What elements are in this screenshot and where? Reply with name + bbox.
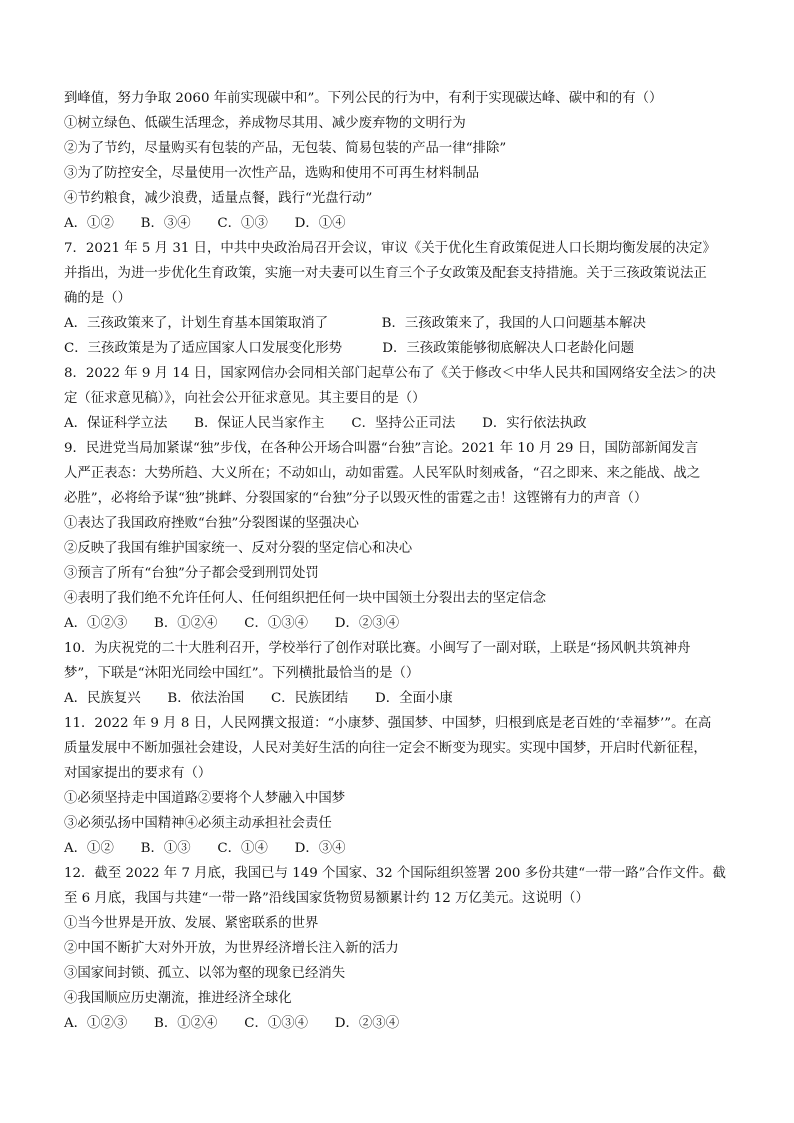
question-7-text: 确的是（） — [64, 291, 131, 306]
question-9-text: 必胜”，必将给予谋“独”挑衅、分裂国家的“台独”分子以毁灭性的雷霆之击！这铿锵有力的声音（） — [64, 491, 648, 506]
question-8-text: 定（征求意见稿）》，向社会公开征求意见。其主要目的是（） — [64, 391, 426, 406]
text-line: 到峰值，努力争取 2060 年前实现碳中和”。下列公民的行为中，有利于实现碳达峰、碳中和的有（） — [64, 91, 663, 106]
question-11-text: 质量发展中不断加强社会建设，人民对美好生活的向往一定会不断变为现实。实现中国梦，开启时代新征程， — [64, 741, 707, 756]
option-line: ④表明了我们绝不允许任何人、任何组织把任何一块中国领土分裂出去的坚定信念 — [64, 591, 547, 606]
option-line: ③必须弘扬中国精神④必须主动承担社会责任 — [64, 816, 332, 831]
answer-choices: A．①②③ B．①②④ C．①③④ D．②③④ — [64, 616, 400, 631]
option-line: ③为了防控安全，尽量使用一次性产品，选购和使用不可再生材料制品 — [64, 166, 480, 181]
option-line: ④节约粮食，减少浪费，适量点餐，践行“光盘行动” — [64, 191, 373, 206]
question-9-text: 9．民进党当局加紧谋“独”步伐，在各种公开场合叫嚣“台独”言论。2021 年 10 月 29 日，国防部新闻发言 — [64, 441, 699, 456]
question-7-text: 并指出，为进一步优化生育政策，实施一对夫妻可以生育三个子女政策及配套支持措施。关于三孩政策说法正 — [64, 266, 707, 281]
option-line: ①当今世界是开放、发展、紧密联系的世界 — [64, 916, 319, 931]
question-11-text: 对国家提出的要求有（） — [64, 766, 212, 781]
option-line: ②反映了我国有维护国家统一、反对分裂的坚定信心和决心 — [64, 541, 413, 556]
question-12-text: 12．截至 2022 年 7 月底，我国已与 149 个国家、32 个国际组织签署 200 多份共建“一带一路”合作文件。截 — [64, 866, 726, 881]
option-line: ①必须坚持走中国道路②要将个人梦融入中国梦 — [64, 791, 346, 806]
question-7-text: 7．2021 年 5 月 31 日，中共中央政治局召开会议，审议《关于优化生育政策促进人口长期均衡发展的决定》 — [64, 241, 716, 256]
answer-choices: A．保证科学立法 B．保证人民当家作主 C．坚持公正司法 D．实行依法执政 — [64, 416, 587, 431]
option-line: ④我国顺应历史潮流，推进经济全球化 — [64, 991, 292, 1006]
question-9-text: 人严正表态：大势所趋、大义所在；不动如山，动如雷霆。人民军队时刻戒备，“召之即来、来之能战、战之 — [64, 466, 701, 481]
option-line: ①树立绿色、低碳生活理念，养成物尽其用、减少废弃物的文明行为 — [64, 116, 466, 131]
option-line: ②为了节约，尽量购买有包装的产品，无包装、简易包装的产品一律“排除” — [64, 141, 507, 156]
answer-choices: C．三孩政策是为了适应国家人口发展变化形势 D．三孩政策能够彻底解决人口老龄化问题 — [64, 341, 634, 356]
answer-choices: A．①②③ B．①②④ C．①③④ D．②③④ — [64, 1016, 400, 1031]
document-page — [64, 86, 744, 1036]
option-line: ③国家间封锁、孤立、以邻为壑的现象已经消失 — [64, 966, 346, 981]
option-line: ③预言了所有“台独”分子都会受到刑罚处罚 — [64, 566, 319, 581]
question-10-text: 10．为庆祝党的二十大胜利召开，学校举行了创作对联比赛。小闽写了一副对联，上联是“扬风帆共筑神舟 — [64, 641, 691, 656]
option-line: ②中国不断扩大对外开放，为世界经济增长注入新的活力 — [64, 941, 399, 956]
answer-choices: A．三孩政策来了，计划生育基本国策取消了 B．三孩政策来了，我国的人口问题基本解决 — [64, 316, 646, 331]
question-8-text: 8．2022 年 9 月 14 日，国家网信办会同相关部门起草公布了《关于修改＜中华人民共和国网络安全法＞的决 — [64, 366, 716, 381]
question-12-text: 至 6 月底，我国与共建“一带一路”沿线国家货物贸易额累计约 12 万亿美元。这说明（） — [64, 891, 589, 906]
question-10-text: 梦”，下联是“沐阳光同绘中国红”。下列横批最恰当的是（） — [64, 666, 420, 681]
answer-choices: A．①② B．①③ C．①④ D．③④ — [64, 841, 346, 856]
question-11-text: 11．2022 年 9 月 8 日，人民网撰文报道：“小康梦、强国梦、中国梦，归根到底是老百姓的‘幸福梦’”。在高 — [64, 716, 712, 731]
option-line: ①表达了我国政府挫败“台独”分裂图谋的坚强决心 — [64, 516, 359, 531]
answer-choices: A．民族复兴 B．依法治国 C．民族团结 D．全面小康 — [64, 691, 453, 706]
answer-choices: A．①② B．③④ C．①③ D．①④ — [64, 216, 346, 231]
